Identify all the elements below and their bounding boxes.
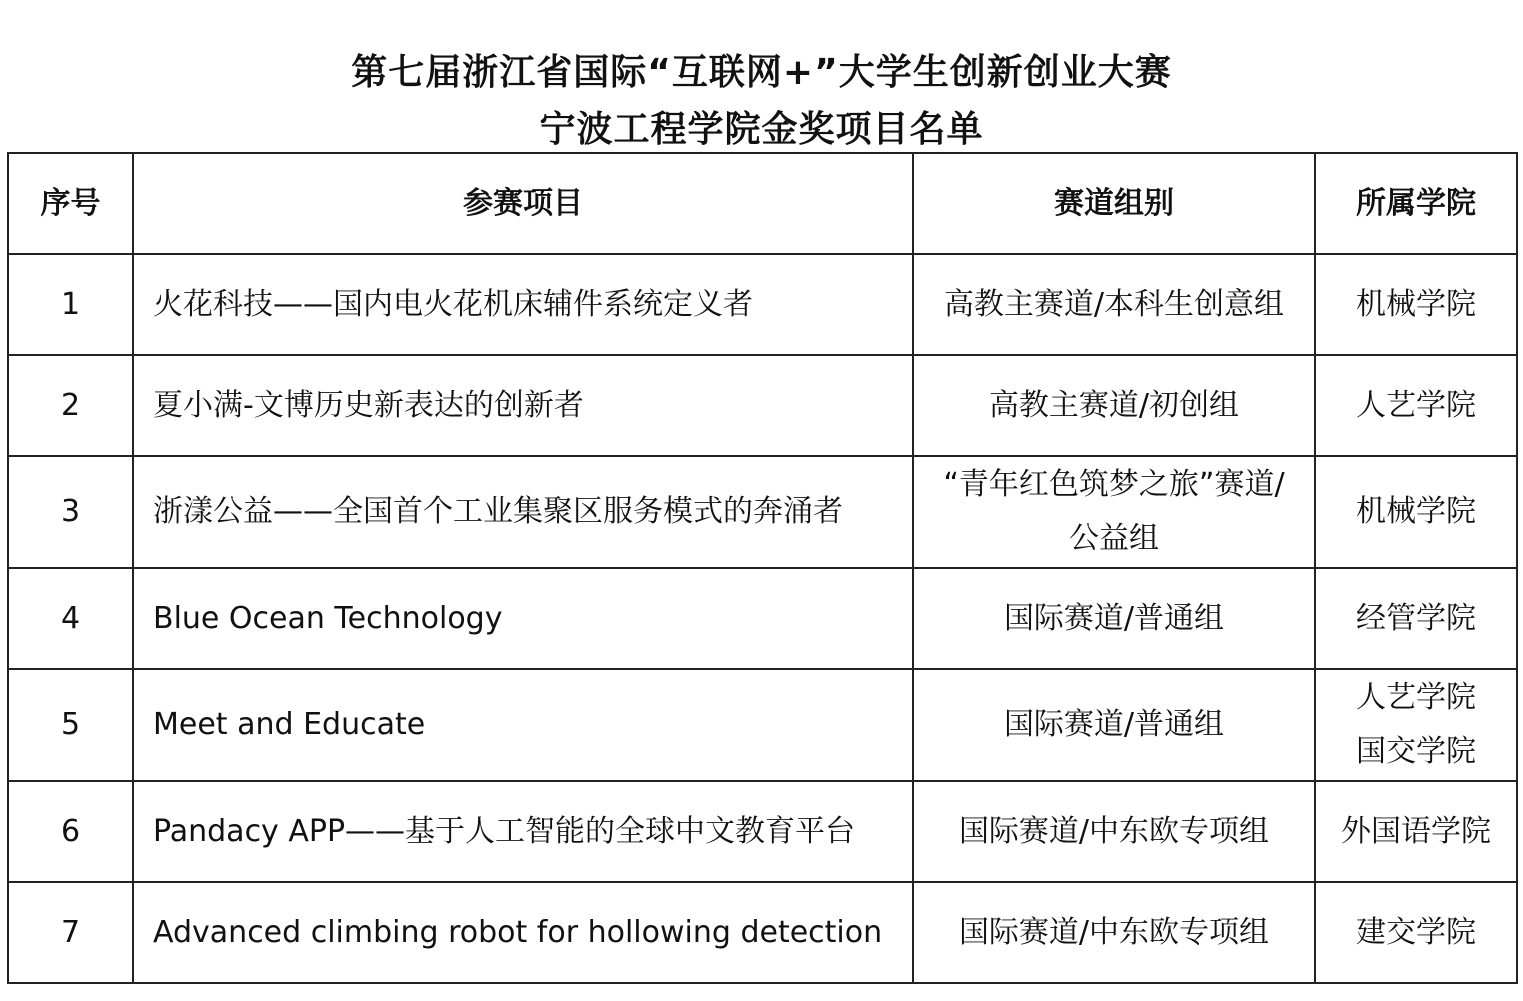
cell-project: Blue Ocean Technology [133,568,913,669]
cell-college [1315,254,1517,355]
college-line: 人艺学院 [1356,680,1476,715]
cell-serial-number: 1 [8,254,133,355]
header-project: 参赛项目 [133,153,913,254]
cell-serial-number: 4 [8,568,133,669]
college-line: 外国语学院 [1341,813,1491,849]
cell-track-group [913,669,1315,781]
cell-serial-number: 5 [8,669,133,781]
page-title-line-2: 宁波工程学院金奖项目名单 [539,109,984,150]
track-line: “青年红色筑梦之旅”赛道/ [943,467,1285,502]
award-projects-table [7,152,1518,984]
cell-project: Pandacy APP——基于人工智能的全球中文教育平台 [133,781,913,882]
cell-college [1315,669,1517,781]
college-line: 国交学院 [1356,734,1476,769]
cell-college [1315,568,1517,669]
college-line: 机械学院 [1356,494,1476,529]
header-serial-number: 序号 [8,153,133,254]
cell-serial-number: 7 [8,882,133,983]
cell-college [1315,882,1517,983]
college-line: 机械学院 [1356,286,1476,322]
header-college: 所属学院 [1315,153,1517,254]
college-line: 建交学院 [1356,914,1476,950]
college-line: 人艺学院 [1356,387,1476,423]
cell-serial-number: 2 [8,355,133,456]
table-row [8,882,1517,983]
table-header-row [8,153,1517,254]
cell-college [1315,781,1517,882]
cell-serial-number: 6 [8,781,133,882]
track-line: 高教主赛道/本科生创意组 [943,286,1285,322]
track-line: 国际赛道/中东欧专项组 [958,914,1270,950]
cell-college [1315,456,1517,568]
cell-track-group [913,568,1315,669]
college-line: 经管学院 [1356,600,1476,636]
table-row [8,456,1517,568]
track-line: 国际赛道/普通组 [1003,707,1225,742]
cell-track-group [913,456,1315,568]
cell-project: Meet and Educate [133,669,913,781]
cell-project: 夏小满-文博历史新表达的创新者 [133,355,913,456]
track-line: 国际赛道/普通组 [1003,600,1225,636]
cell-college [1315,355,1517,456]
track-line: 公益组 [1069,521,1159,556]
table-row [8,669,1517,781]
table-row [8,355,1517,456]
table-row [8,254,1517,355]
cell-project: 浙漾公益——全国首个工业集聚区服务模式的奔涌者 [133,456,913,568]
cell-project: 火花科技——国内电火花机床辅件系统定义者 [133,254,913,355]
track-line: 国际赛道/中东欧专项组 [958,813,1270,849]
cell-track-group [913,355,1315,456]
page-title-line-1: 第七届浙江省国际“互联网+”大学生创新创业大赛 [351,52,1172,93]
cell-track-group [913,254,1315,355]
header-track-group: 赛道组别 [913,153,1315,254]
cell-track-group [913,882,1315,983]
table-row [8,781,1517,882]
cell-serial-number: 3 [8,456,133,568]
track-line: 高教主赛道/初创组 [988,387,1240,423]
cell-track-group [913,781,1315,882]
cell-project: Advanced climbing robot for hollowing detection [133,882,913,983]
table-row [8,568,1517,669]
